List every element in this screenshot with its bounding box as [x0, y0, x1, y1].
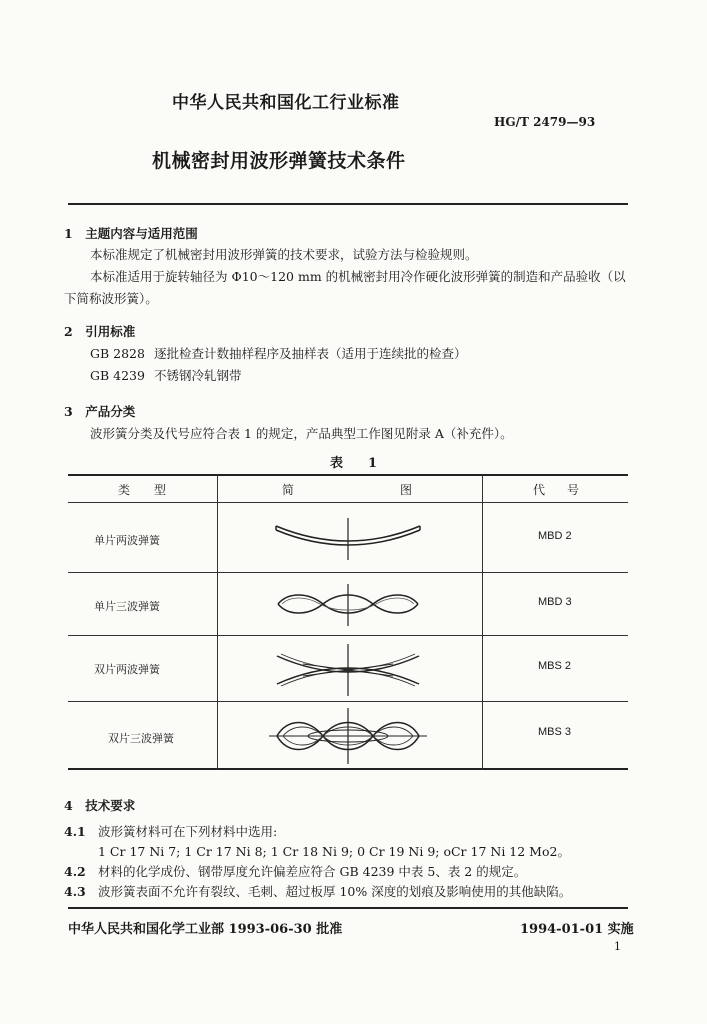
- table-header-rule: [68, 502, 628, 503]
- table-cell-code: MBS 3: [538, 726, 572, 738]
- double-three-wave-icon: [263, 706, 433, 766]
- table-cell-code: MBD 3: [538, 596, 572, 608]
- clause-text: 1 Cr 17 Ni 7; 1 Cr 17 Ni 8; 1 Cr 18 Ni 9; 0 Cr 19 Ni 9; oCr 17 Ni 12 Mo2。: [98, 844, 570, 859]
- reference-title: 逐批检查计数抽样程序及抽样表（适用于连续批的检查）: [154, 346, 467, 361]
- standard-code: HG/T 2479—93: [494, 115, 596, 129]
- table-bottom-rule: [68, 768, 628, 770]
- clause-text: 材料的化学成份、钢带厚度允许偏差应符合 GB 4239 中表 5、表 2 的规定。: [98, 864, 527, 879]
- single-three-wave-icon: [268, 580, 428, 630]
- table-cell-code: MBS 2: [538, 660, 572, 672]
- table-cell-type: 双片两波弹簧: [94, 663, 160, 676]
- table-col-rule: [482, 474, 483, 770]
- effective-date: 1994-01-01 实施: [520, 922, 634, 937]
- section-4-heading: 4 技术要求: [64, 798, 136, 813]
- table-col-rule: [217, 474, 218, 770]
- clause-number: 4.2: [64, 864, 86, 879]
- header-rule: [68, 203, 628, 205]
- approval-note: 中华人民共和国化学工业部 1993-06-30 批准: [68, 922, 343, 937]
- clause-number: 4.1: [64, 824, 86, 839]
- section-1-para-2-line-2: 下简称波形簧）。: [64, 291, 158, 306]
- table-row-rule: [68, 572, 628, 573]
- header-diagram-right: 图: [400, 483, 413, 497]
- table-top-rule: [68, 474, 628, 476]
- reference-title: 不锈钢冷轧钢带: [154, 368, 242, 383]
- footer-rule: [68, 907, 628, 909]
- table-1: [68, 474, 628, 770]
- header-type: 类 型: [118, 483, 167, 497]
- issuing-body: 中华人民共和国化工行业标准: [172, 93, 400, 113]
- table-cell-type: 单片两波弹簧: [94, 534, 160, 547]
- table-cell-code: MBD 2: [538, 530, 572, 542]
- header-code-right: 号: [567, 483, 580, 497]
- header-diagram-left: 简: [282, 483, 295, 497]
- page-number: 1: [614, 940, 621, 953]
- table-cell-type: 单片三波弹簧: [94, 600, 160, 613]
- table-row-rule: [68, 635, 628, 636]
- single-two-wave-icon: [268, 514, 428, 564]
- reference-code: GB 4239: [90, 368, 145, 383]
- section-1-para-1: 本标准规定了机械密封用波形弹簧的技术要求，试验方法与检验规则。: [90, 247, 478, 262]
- section-1-para-2-line-1: 本标准适用于旋转轴径为 Φ10～120 mm 的机械密封用冷作硬化波形弹簧的制造和产品验收（以: [90, 269, 626, 284]
- reference-code: GB 2828: [90, 346, 145, 361]
- header-code-left: 代: [533, 483, 546, 497]
- table-row-rule: [68, 701, 628, 702]
- section-3-heading: 3 产品分类: [64, 404, 136, 419]
- section-2-heading: 2 引用标准: [64, 324, 136, 339]
- table-cell-type: 双片三波弹簧: [108, 732, 174, 745]
- clause-number: 4.3: [64, 884, 86, 899]
- section-3-para: 波形簧分类及代号应符合表 1 的规定，产品典型工作图见附录 A（补充件）。: [90, 426, 513, 441]
- double-two-wave-icon: [263, 642, 433, 698]
- table-caption: 表 1: [330, 456, 384, 471]
- clause-text: 波形簧表面不允许有裂纹、毛刺、超过板厚 10% 深度的划痕及影响使用的其他缺陷。: [98, 884, 572, 899]
- section-1-heading: 1 主题内容与适用范围: [64, 226, 198, 241]
- document-title: 机械密封用波形弹簧技术条件: [152, 150, 406, 172]
- clause-text: 波形簧材料可在下列材料中选用:: [98, 824, 278, 839]
